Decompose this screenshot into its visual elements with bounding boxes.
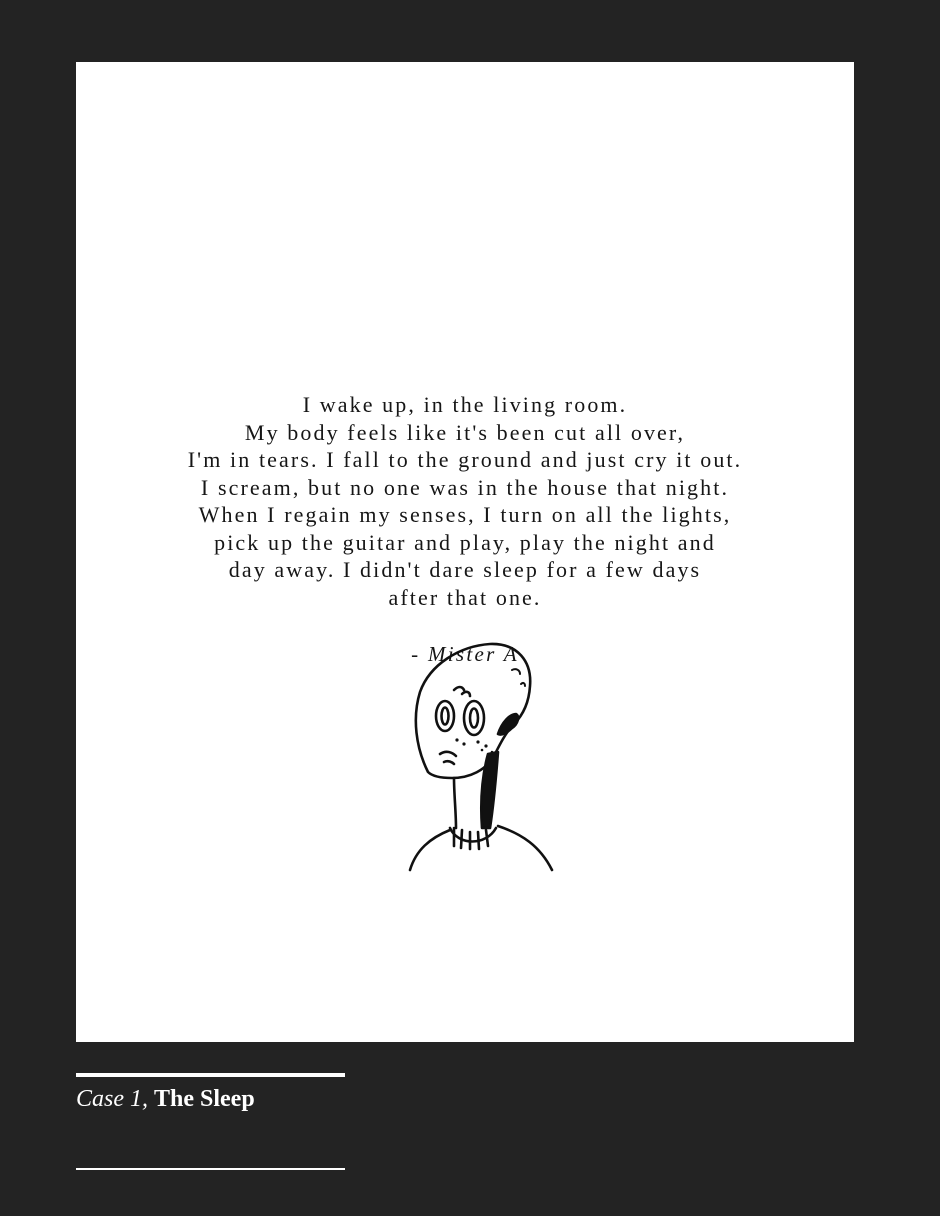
alien-sketch-icon <box>406 632 566 872</box>
poem-line: I'm in tears. I fall to the ground and just cry it out. <box>187 447 743 472</box>
poem-line: My body feels like it's been cut all over, <box>244 419 686 445</box>
poem-line: I wake up, in the living room. <box>302 392 628 417</box>
poem-line: I scream, but no one was in the house that night. <box>200 474 730 500</box>
poem-line: after that one. <box>388 584 542 610</box>
poem-line: day away. I didn't dare sleep for a few days <box>228 557 702 582</box>
caption-rule-bottom <box>76 1168 345 1170</box>
poem-text <box>76 391 854 611</box>
caption-rule-top <box>76 1073 345 1077</box>
case-caption <box>76 1086 255 1113</box>
case-number: Case 1, <box>76 1086 148 1112</box>
case-title: The Sleep <box>154 1086 255 1112</box>
poem-page <box>76 62 854 1042</box>
poem-line: pick up the guitar and play, play the night and <box>214 529 716 555</box>
poem-signature: - Mister A <box>411 642 519 666</box>
poem-line: When I regain my senses, I turn on all the lights, <box>198 502 732 527</box>
